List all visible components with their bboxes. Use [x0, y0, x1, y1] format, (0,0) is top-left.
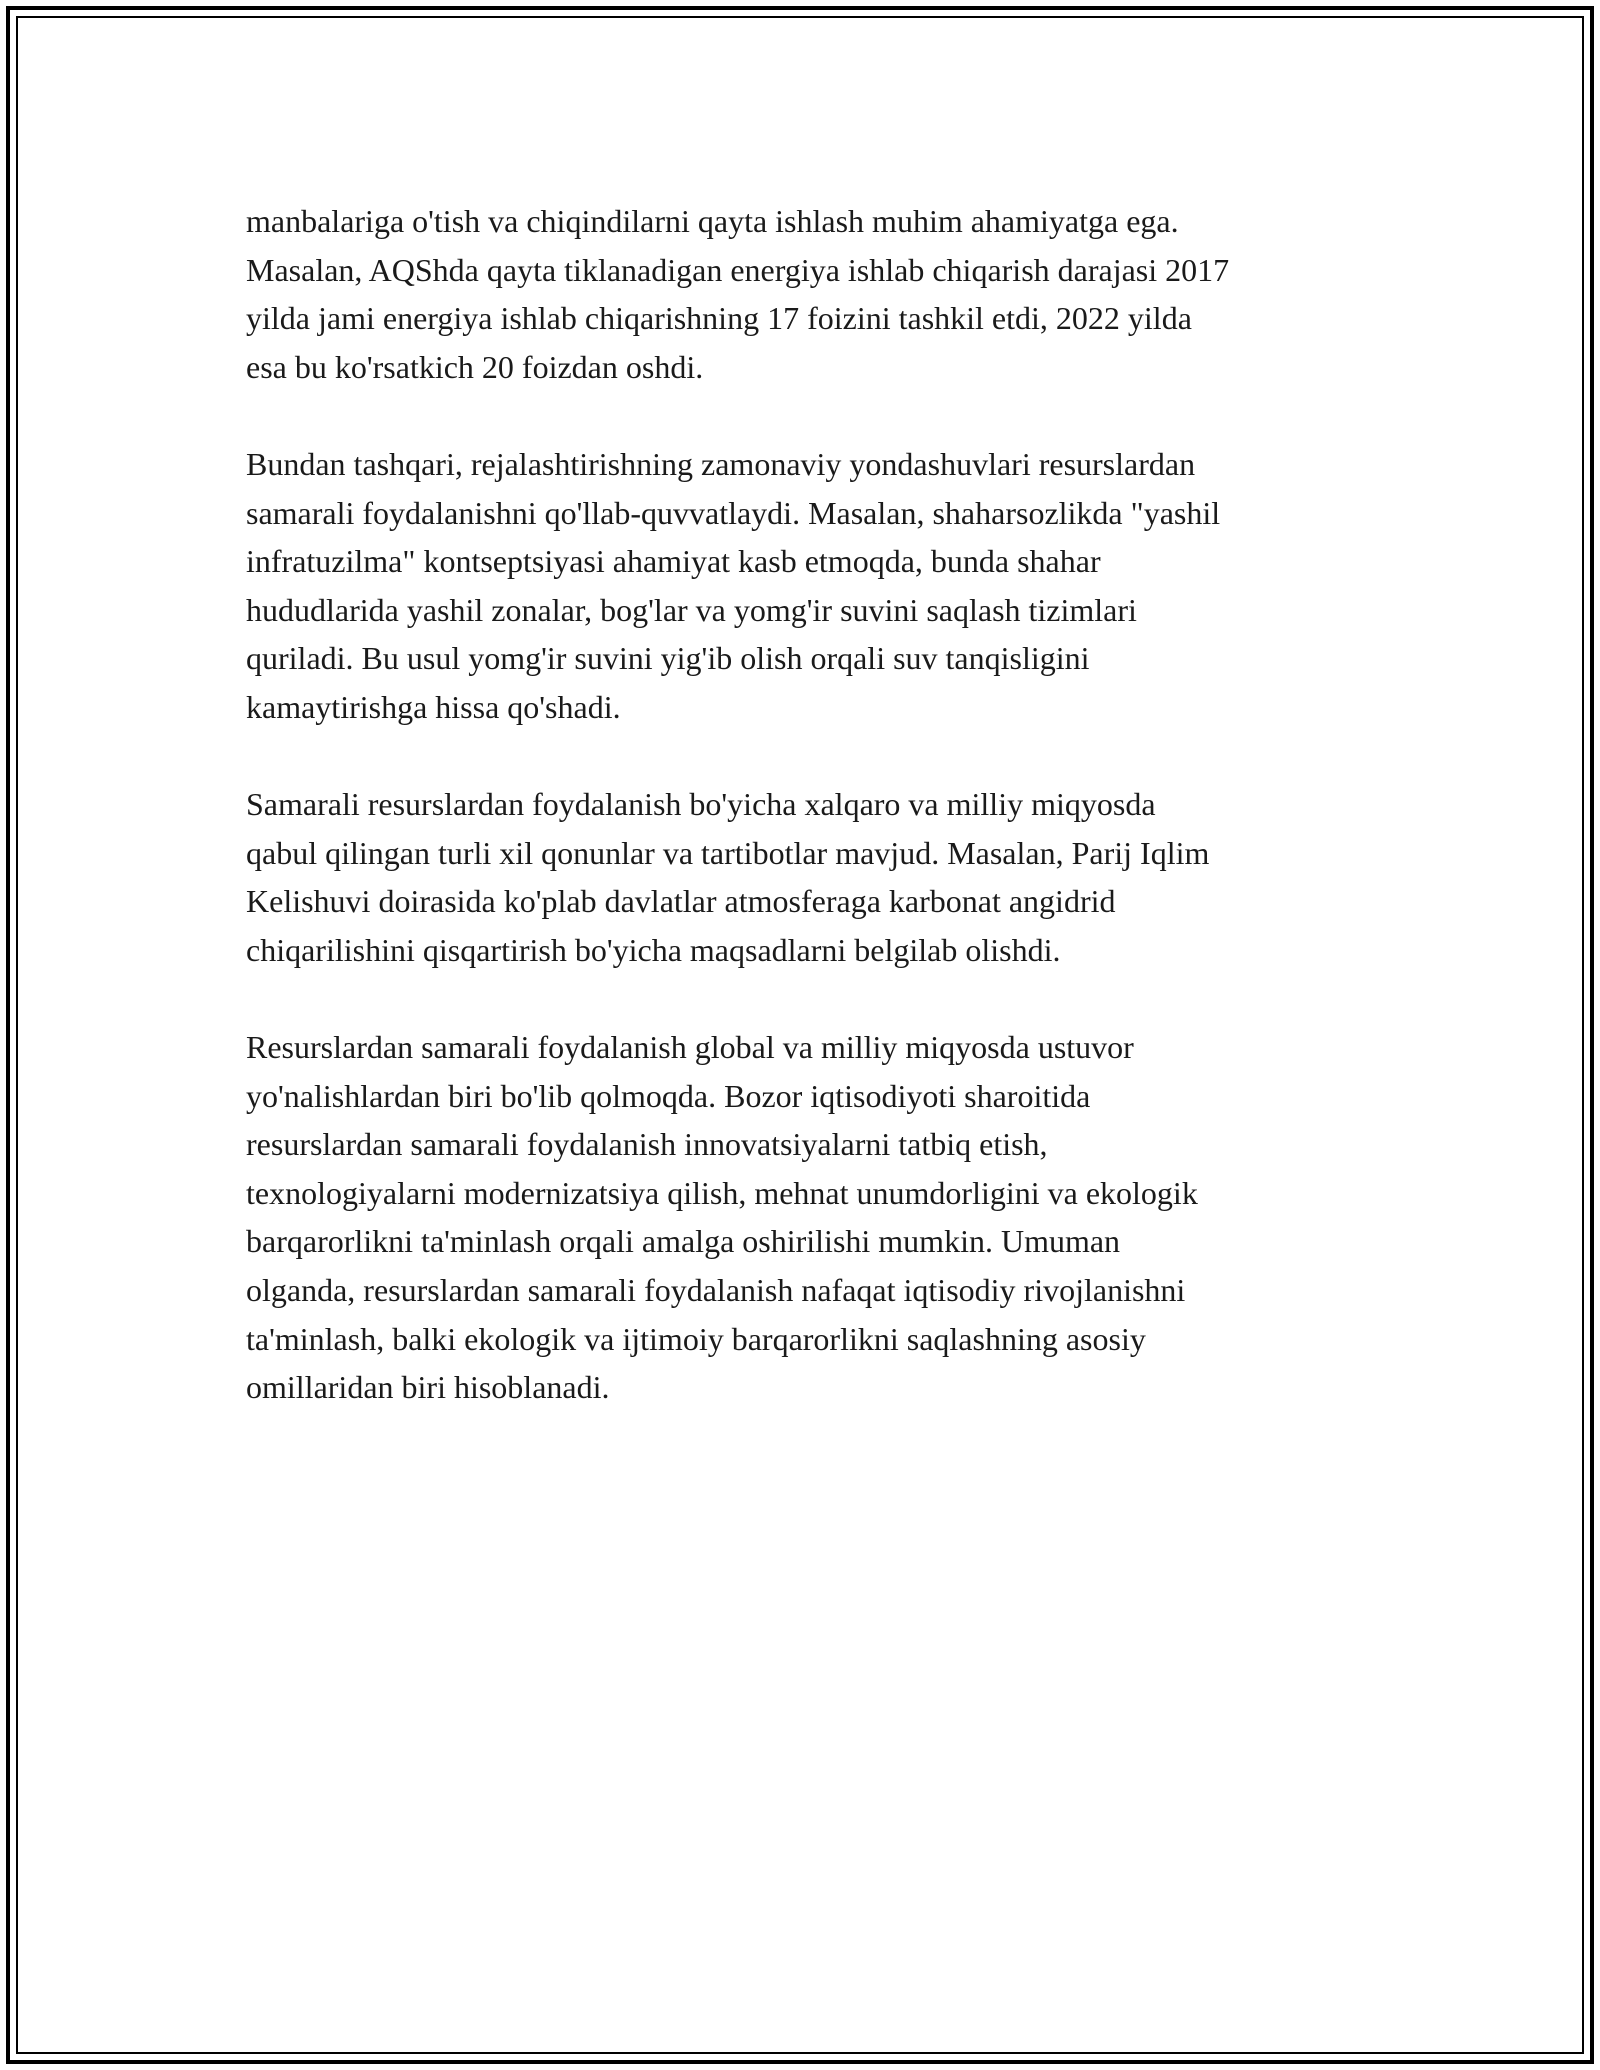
page-frame — [6, 6, 1594, 2064]
paragraph-green-infrastructure: Bundan tashqari, rejalashtirishning zamonaviy yondashuvlari resurslardan samarali foydalanishni qo'llab-quvvatlaydi. Masalan, shaharsozlikda "yashil infratuzilma" kontseptsiyasi ahamiyat kasb etmoqda, bunda shahar hududlarida yashil zonalar, bog'lar va yomg'ir suvini saqlash tizimlari quriladi. Bu usul yomg'ir suvini yig'ib olish orqali suv tanqisligini kamaytirishga hissa qo'shadi. — [246, 445, 1221, 725]
document-body — [246, 197, 1396, 1460]
paragraph-laws-regulations: Samarali resurslardan foydalanish bo'yicha xalqaro va milliy miqyosda qabul qilingan turli xil qonunlar va tartibotlar mavjud. Masalan, Parij Iqlim Kelishuvi doirasida ko'plab davlatlar atmosferaga karbonat angidrid chiqarilishini qisqartirish bo'yicha maqsadlarni belgilab olishdi. — [246, 786, 1210, 968]
paragraph-energy-transition: manbalariga o'tish va chiqindilarni qayta ishlash muhim ahamiyatga ega. Masalan, AQShda qayta tiklanadigan energiya ishlab chiqarish darajasi 2017 yilda jami energiya ishlab chiqarishning 17 foizini tashkil etdi, 2022 yilda esa bu ko'rsatkich 20 foizdan oshdi. — [246, 203, 1230, 385]
paragraph-conclusion: Resurslardan samarali foydalanish global va milliy miqyosda ustuvor yo'nalishlardan biri bo'lib qolmoqda. Bozor iqtisodiyoti sharoitida resurslardan samarali foydalanish innovatsiyalarni tatbiq etish, texnologiyalarni modernizatsiya qilish, mehnat unumdorligini va ekologik barqarorlikni ta'minlash orqali amalga oshirilishi mumkin. Umuman olganda, resurslardan samarali foydalanish nafaqat iqtisodiy rivojlanishni ta'minlash, balki ekologik va ijtimoiy barqarorlikni saqlashning asosiy omillaridan biri hisoblanadi. — [246, 1029, 1198, 1406]
